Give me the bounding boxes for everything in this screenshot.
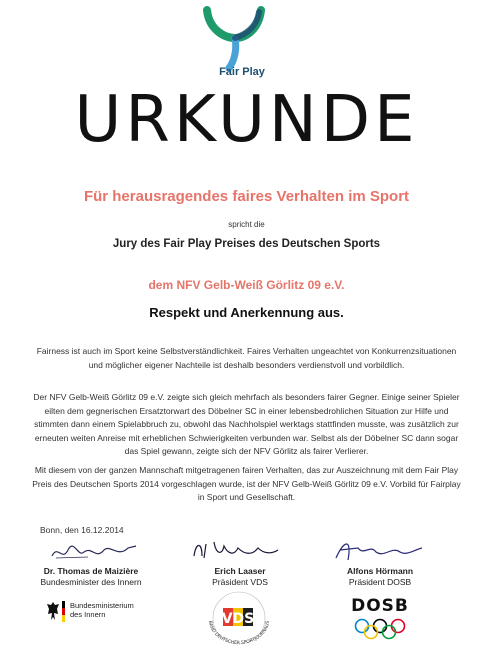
signer-role: Präsident VDS — [212, 577, 268, 587]
vds-logo-icon — [199, 590, 279, 646]
certificate-title: URKUNDE — [74, 83, 419, 157]
signer-role: Bundesminister des Innern — [40, 577, 142, 587]
vds-ring-text: BAND DEUTSCHER SPORTJOURNALIS — [206, 620, 272, 646]
signer-role: Präsident DOSB — [348, 577, 412, 587]
jury-line: Jury des Fair Play Preises des Deutschen Sports — [112, 238, 381, 250]
dosb-wordmark: DOSB — [351, 596, 409, 616]
signer-block — [320, 566, 440, 588]
place-date: Bonn, den 16.12.2014 — [40, 525, 124, 535]
eagle-icon — [46, 600, 60, 622]
bmi-text — [70, 601, 134, 619]
signature-hoermann — [330, 534, 425, 564]
bmi-line-1: Bundesministerium — [70, 601, 134, 610]
paragraph-2: Der NFV Gelb-Weiß Görlitz 09 e.V. zeigte sich gleich mehrfach als besonders fairer Gegner. Einige seiner Spieler eilten dem gegnerischen Ersatztorwart des Döbelner SC in einer lebensbedrohlichen Situation zur Hilfe und stimmten dann einem Spielabbruch zu, obwohl das Nachholspiel werktags stattfinden musste, was zusätzlich zur erneuten weiten Anreise mit erheblichen Schwierigkeiten verbunden war. Selbst als der Döbelner SC dann sogar das Spiel gewann, zeigte sich der NFV Görlitz als fairer Verlierer. — [33, 392, 460, 456]
dosb-logo — [344, 596, 416, 644]
signature-laaser — [188, 534, 284, 564]
respekt-line: Respekt und Anerkennung aus. — [149, 305, 344, 320]
signer-name: Alfons Hörmann — [346, 566, 414, 576]
paragraph-3: Mit diesem von der ganzen Mannschaft mitgetragenen fairen Verhalten, das zur Auszeichnung mit dem Fair Play Preis des Deutschen Sports 2014 vorgeschlagen wurde, ist der NFV Gelb-Weiß Görlitz 09 e.V. Vorbild für Fairplay in Sport und Gesellschaft. — [32, 465, 461, 502]
recipient-name: dem NFV Gelb-Weiß Görlitz 09 e.V. — [148, 278, 345, 292]
signer-block — [180, 566, 300, 588]
bmi-logo — [46, 600, 166, 626]
headline: Für herausragendes faires Verhalten im Sport — [83, 188, 410, 205]
olympic-rings-icon — [352, 618, 408, 640]
flag-stripe-icon — [62, 601, 65, 622]
vds-letters: VDS — [221, 611, 255, 627]
signer-name: Erich Laaser — [214, 566, 266, 576]
spricht-die-text: spricht die — [228, 220, 265, 229]
signer-block — [26, 566, 156, 588]
bmi-line-2: des Innern — [70, 610, 106, 619]
signature-de-maiziere — [48, 536, 140, 566]
signer-name: Dr. Thomas de Maizière — [43, 566, 139, 576]
fair-play-caption: Fair Play — [219, 66, 265, 78]
paragraph-1: Fairness ist auch im Sport keine Selbstverständlichkeit. Faires Verhalten ungeachtet von Konkurrenzsituationen und möglicher eigener Nachteile ist deshalb besonders verdienstvoll und vorbildlich. — [36, 346, 457, 370]
